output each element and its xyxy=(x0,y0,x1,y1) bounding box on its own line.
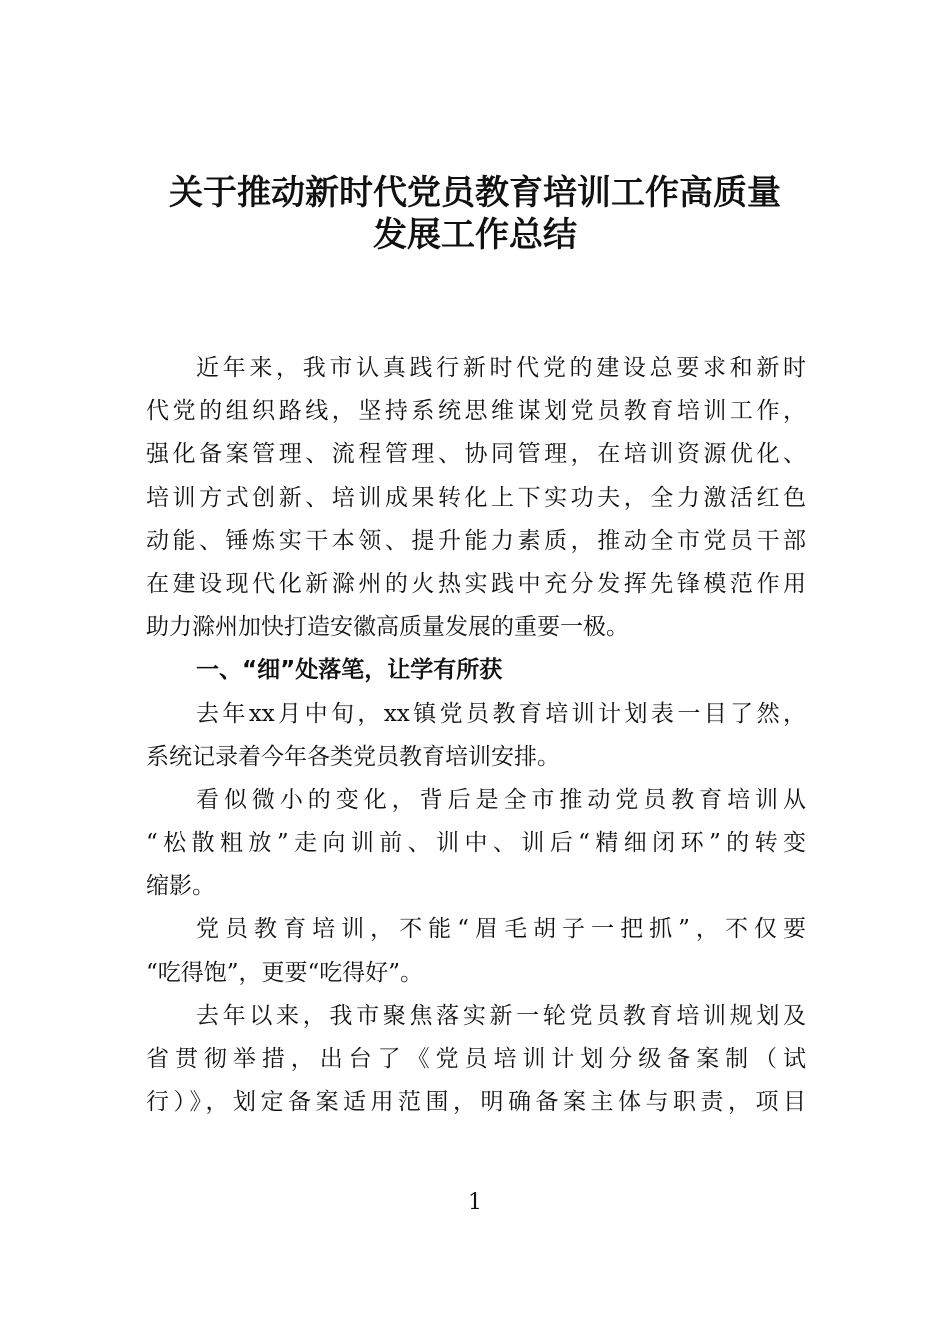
paragraph-4-line: “吃得饱”，更要“吃得好”。 xyxy=(146,959,424,986)
document-title-line-1: 关于推动新时代党员教育培训工作高质量 xyxy=(169,173,781,213)
paragraph-1-line: 代党的组织路线，坚持系统思维谋划党员教育培训工作， xyxy=(146,398,806,425)
paragraph-1-line: 近年来，我市认真践行新时代党的建设总要求和新时 xyxy=(196,355,806,381)
paragraph-5-line: 行）》，划定备案适用范围，明确备案主体与职责，项目 xyxy=(146,1089,806,1116)
paragraph-4-line: 党员教育培训，不能“眉毛胡子一把抓”，不仅要 xyxy=(196,916,806,943)
paragraph-1-line: 动能、锤炼实干本领、提升能力素质，推动全市党员干部 xyxy=(146,527,806,554)
paragraph-1-line: 培训方式创新、培训成果转化上下实功夫，全力激活红色 xyxy=(146,484,806,511)
section-heading-1: 一、“细”处落笔，让学有所获 xyxy=(196,657,503,684)
paragraph-1-line: 强化备案管理、流程管理、协同管理，在培训资源优化、 xyxy=(146,441,806,468)
document-body xyxy=(146,347,806,1124)
paragraph-5-line: 去年以来，我市聚焦落实新一轮党员教育培训规划及 xyxy=(196,1002,806,1029)
paragraph-5-line: 省贯彻举措，出台了《党员培训计划分级备案制（试 xyxy=(146,1046,806,1072)
paragraph-3-line: “松散粗放”走向训前、训中、训后“精细闭环”的转变 xyxy=(146,830,806,857)
document-title-line-2: 发展工作总结 xyxy=(373,215,577,255)
paragraph-3-line: 看似微小的变化，背后是全市推动党员教育培训从 xyxy=(196,786,806,813)
paragraph-2-line: 系统记录着今年各类党员教育培训安排。 xyxy=(146,743,560,770)
paragraph-2-line: 去年xx月中旬，xx镇党员教育培训计划表一目了然， xyxy=(196,700,806,727)
paragraph-1-line: 在建设现代化新滁州的火热实践中充分发挥先锋模范作用 xyxy=(146,570,806,597)
page-number: 1 xyxy=(468,1190,482,1215)
paragraph-1-line: 助力滁州加快打造安徽高质量发展的重要一极。 xyxy=(146,614,629,641)
paragraph-3-line: 缩影。 xyxy=(146,873,215,900)
